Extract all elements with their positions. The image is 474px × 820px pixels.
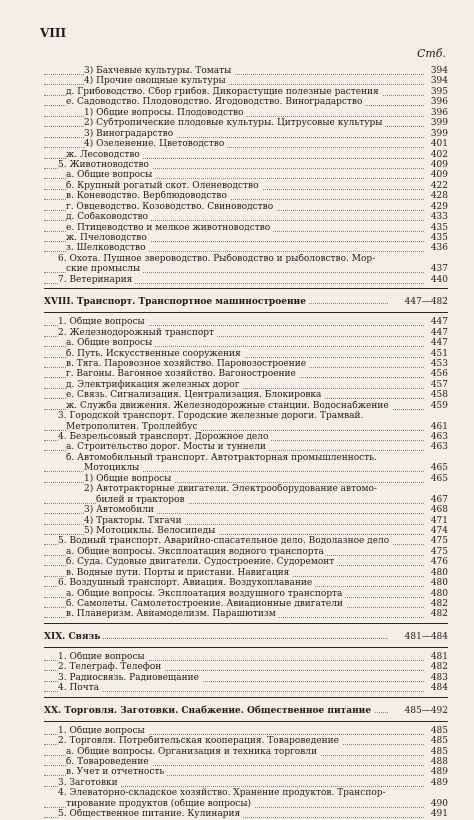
toc-entry <box>44 233 448 243</box>
section-rule <box>44 721 448 722</box>
toc-entry <box>44 76 448 86</box>
toc-entry <box>44 683 448 693</box>
toc-entry <box>44 767 448 777</box>
toc-entry <box>44 432 448 442</box>
entry-title: ж. Лесоводство <box>66 150 143 160</box>
toc-entry <box>44 726 448 736</box>
toc-entry <box>44 170 448 180</box>
page-number: VIII <box>40 26 67 40</box>
toc-entry <box>44 390 448 400</box>
toc-entry <box>44 747 448 757</box>
toc-entry <box>44 463 448 473</box>
entry-title: б. Самолеты. Самолетостроение. Авиационные двигатели <box>66 599 346 609</box>
entry-title: 1. Общие вопросы <box>58 317 148 327</box>
entry-page: 474 <box>424 526 448 536</box>
entry-page: 481—484 <box>388 630 448 644</box>
section-rule <box>44 647 448 648</box>
entry-page: 437 <box>424 264 448 274</box>
entry-title: б. Крупный рогатый скот. Оленеводство <box>66 181 262 191</box>
toc-entry <box>44 401 448 411</box>
entry-page: 475 <box>424 547 448 557</box>
toc-entry <box>44 202 448 212</box>
entry-page: 491 <box>424 809 448 819</box>
entry-title: д. Грибоводство. Сбор грибов. Дикорастущие полезные растения <box>66 87 382 97</box>
entry-title: 1) Общие вопросы <box>84 474 174 484</box>
toc-entry <box>44 150 448 160</box>
entry-title: XX. Торговля. Заготовки. Снабжение. Общественное питание <box>44 704 374 718</box>
toc-entry <box>44 788 448 798</box>
section-rule <box>44 697 448 698</box>
entry-title: г. Овцеводство. Козоводство. Свиноводство <box>66 202 276 212</box>
entry-page: 465 <box>424 474 448 484</box>
toc-entry <box>44 359 448 369</box>
entry-title: Метрополитен. Троллейбус <box>66 422 201 432</box>
entry-title: 2. Торговля. Потребительская кооперация. Товароведение <box>58 736 342 746</box>
toc-entry <box>44 243 448 253</box>
entry-title: 1) Общие вопросы. Плодоводство <box>84 108 247 118</box>
entry-page: 463 <box>424 442 448 452</box>
section-rule <box>44 288 448 289</box>
entry-page: 451 <box>424 349 448 359</box>
entry-title: б. Путь. Искусственные сооружения <box>66 349 244 359</box>
entry-title: з. Шелководство <box>66 243 149 253</box>
entry-page: 395 <box>424 87 448 97</box>
section-heading <box>44 704 448 718</box>
entry-page: 476 <box>424 557 448 567</box>
entry-title: 3. Заготовки <box>58 778 121 788</box>
entry-page: 485 <box>424 747 448 757</box>
entry-page: 394 <box>424 66 448 76</box>
entry-page: 440 <box>424 275 448 285</box>
toc-entry <box>44 453 448 463</box>
entry-title: 3. Городской транспорт. Городские железные дороги. Трамвай. <box>58 411 366 421</box>
section-heading <box>44 630 448 644</box>
entry-title: в. Тяга. Паровозное хозяйство. Паровозостроение <box>66 359 309 369</box>
entry-title: тирование продуктов (общие вопросы) <box>66 799 254 809</box>
entry-page: 490 <box>424 799 448 809</box>
entry-title: д. Собаководство <box>66 212 151 222</box>
entry-title: 5. Животноводство <box>58 160 152 170</box>
toc-entry <box>44 652 448 662</box>
entry-page: 457 <box>424 380 448 390</box>
toc-entry <box>44 547 448 557</box>
entry-page: 482 <box>424 599 448 609</box>
entry-title: в. Учет и отчетность <box>66 767 167 777</box>
entry-title: 4. Элеваторно-складское хозяйство. Хранение продуктов. Транспор- <box>58 788 389 798</box>
toc-entry <box>44 578 448 588</box>
entry-title: 4) Прочие овощные культуры <box>84 76 229 86</box>
entry-title: 4. Безрельсовый транспорт. Дорожное дело <box>58 432 271 442</box>
entry-title: е. Садоводство. Плодоводство. Ягодоводство. Виноградарство <box>66 97 365 107</box>
entry-title: б. Автомобильный транспорт. Автотракторная промышленность. <box>66 453 380 463</box>
toc-entry <box>44 108 448 118</box>
entry-title: д. Электрификация железных дорог <box>66 380 242 390</box>
toc-entry <box>44 809 448 819</box>
entry-page: 394 <box>424 76 448 86</box>
section-rule <box>44 623 448 624</box>
entry-page: 461 <box>424 422 448 432</box>
toc-entry <box>44 66 448 76</box>
toc-entry <box>44 212 448 222</box>
toc-entry <box>44 662 448 672</box>
entry-page: 480 <box>424 568 448 578</box>
entry-title: а. Строительство дорог. Мосты и туннели <box>66 442 269 452</box>
toc-entry <box>44 599 448 609</box>
entry-page: 482 <box>424 662 448 672</box>
entry-page: 488 <box>424 757 448 767</box>
toc-entry <box>44 505 448 515</box>
entry-title: 2) Субтропические плодовые культуры. Цитрусовые культуры <box>84 118 385 128</box>
entry-page: 485 <box>424 726 448 736</box>
toc-entry <box>44 223 448 233</box>
entry-page: 401 <box>424 139 448 149</box>
toc-entry <box>44 568 448 578</box>
toc-entry <box>44 191 448 201</box>
entry-title: 6. Воздушный транспорт. Авиация. Воздухоплавание <box>58 578 315 588</box>
toc-entry <box>44 736 448 746</box>
toc-entry <box>44 275 448 285</box>
entry-page: 447—482 <box>388 295 448 309</box>
section-rule <box>44 312 448 313</box>
toc-entry <box>44 474 448 484</box>
toc-entry <box>44 778 448 788</box>
table-of-contents <box>44 66 448 820</box>
entry-page: 435 <box>424 223 448 233</box>
toc-entry <box>44 160 448 170</box>
entry-title: е. Связь. Сигнализация. Централизация. Блокировка <box>66 390 324 400</box>
entry-page: 459 <box>424 401 448 411</box>
entry-page: 399 <box>424 118 448 128</box>
entry-page: 402 <box>424 150 448 160</box>
entry-page: 471 <box>424 516 448 526</box>
entry-page: 409 <box>424 170 448 180</box>
entry-title: билей и тракторов <box>96 495 188 505</box>
toc-entry <box>44 181 448 191</box>
entry-page: 485 <box>424 736 448 746</box>
entry-page: 447 <box>424 317 448 327</box>
entry-page: 447 <box>424 338 448 348</box>
toc-entry <box>44 411 448 421</box>
toc-entry <box>44 799 448 809</box>
entry-title: а. Общие вопросы <box>66 338 155 348</box>
entry-title: 7. Ветеринария <box>58 275 135 285</box>
toc-entry <box>44 495 448 505</box>
entry-title: ские промыслы <box>66 264 143 274</box>
entry-title: 3) Автомобили <box>84 505 157 515</box>
toc-entry <box>44 422 448 432</box>
entry-title: 4) Озеленение. Цветоводство <box>84 139 227 149</box>
toc-entry <box>44 516 448 526</box>
toc-entry <box>44 328 448 338</box>
entry-title: 2. Железнодорожный транспорт <box>58 328 217 338</box>
entry-page: 484 <box>424 683 448 693</box>
entry-title: XVIII. Транспорт. Транспортное машиностроение <box>44 295 309 309</box>
entry-page: 467 <box>424 495 448 505</box>
entry-page: 475 <box>424 536 448 546</box>
entry-page: 481 <box>424 652 448 662</box>
toc-entry <box>44 526 448 536</box>
section-heading <box>44 295 448 309</box>
entry-title: ж. Пчеловодство <box>66 233 150 243</box>
entry-title: 5. Общественное питание. Кулинария <box>58 809 243 819</box>
entry-title: XIX. Связь <box>44 630 103 644</box>
toc-entry <box>44 442 448 452</box>
toc-entry <box>44 673 448 683</box>
toc-entry <box>44 369 448 379</box>
entry-title: е. Птицеводство и мелкое животноводство <box>66 223 273 233</box>
entry-page: 489 <box>424 778 448 788</box>
entry-title: 1. Общие вопросы <box>58 652 148 662</box>
toc-entry <box>44 87 448 97</box>
toc-entry <box>44 609 448 619</box>
entry-page: 489 <box>424 767 448 777</box>
entry-title: 6. Охота. Пушное звероводство. Рыбоводство и рыболовство. Мор- <box>58 254 378 264</box>
entry-page: 483 <box>424 673 448 683</box>
entry-title: а. Общие вопросы <box>66 170 155 180</box>
entry-page: 433 <box>424 212 448 222</box>
entry-page: 428 <box>424 191 448 201</box>
toc-entry <box>44 264 448 274</box>
toc-entry <box>44 254 448 264</box>
entry-title: а. Общие вопросы. Организация и техника торговли <box>66 747 320 757</box>
entry-title: 5) Мотоциклы. Велосипеды <box>84 526 218 536</box>
entry-page: 453 <box>424 359 448 369</box>
entry-page: 456 <box>424 369 448 379</box>
entry-page: 447 <box>424 328 448 338</box>
toc-entry <box>44 338 448 348</box>
toc-entry <box>44 757 448 767</box>
entry-title: ж. Служба движения. Железнодорожные станции. Водоснабжение <box>66 401 392 411</box>
entry-title: 2) Автотракторные двигатели. Электрооборудование автомо- <box>84 484 380 494</box>
entry-page: 485—492 <box>388 704 448 718</box>
entry-page: 465 <box>424 463 448 473</box>
entry-page: 409 <box>424 160 448 170</box>
entry-page: 458 <box>424 390 448 400</box>
toc-entry <box>44 484 448 494</box>
entry-page: 422 <box>424 181 448 191</box>
entry-title: в. Водные пути. Порты и пристани. Навигация <box>66 568 292 578</box>
entry-page: 480 <box>424 589 448 599</box>
entry-page: 480 <box>424 578 448 588</box>
toc-entry <box>44 380 448 390</box>
entry-page: 482 <box>424 609 448 619</box>
entry-page: 436 <box>424 243 448 253</box>
entry-page: 396 <box>424 97 448 107</box>
entry-page: 435 <box>424 233 448 243</box>
entry-title: а. Общие вопросы. Эксплоатация воздушного транспорта <box>66 589 345 599</box>
entry-page: 468 <box>424 505 448 515</box>
entry-title: 2. Телеграф. Телефон <box>58 662 164 672</box>
entry-title: 1. Общие вопросы <box>58 726 148 736</box>
entry-title: в. Планеризм. Авиамоделизм. Парашютизм <box>66 609 279 619</box>
entry-title: 3) Виноградарство <box>84 129 176 139</box>
toc-entry <box>44 97 448 107</box>
entry-page: 399 <box>424 129 448 139</box>
entry-title: 4. Почта <box>58 683 102 693</box>
entry-title: г. Вагоны. Вагонное хозяйство. Вагоностроение <box>66 369 299 379</box>
entry-title: 3. Радиосвязь. Радиовещание <box>58 673 202 683</box>
toc-entry <box>44 118 448 128</box>
entry-title: 5. Водный транспорт. Аварийно-спасательное дело. Водолазное дело <box>58 536 392 546</box>
entry-title: а. Общие вопросы. Эксплоатация водного транспорта <box>66 547 327 557</box>
column-label: Стб. <box>416 47 446 60</box>
entry-page: 463 <box>424 432 448 442</box>
entry-title: 4) Тракторы. Тягачи <box>84 516 185 526</box>
entry-page: 429 <box>424 202 448 212</box>
toc-entry <box>44 589 448 599</box>
entry-title: б. Товароведение <box>66 757 152 767</box>
toc-entry <box>44 536 448 546</box>
entry-page: 396 <box>424 108 448 118</box>
entry-title: в. Коневодство. Верблюдоводство <box>66 191 230 201</box>
toc-entry <box>44 317 448 327</box>
toc-entry <box>44 557 448 567</box>
toc-entry <box>44 129 448 139</box>
entry-title: Мотоциклы <box>84 463 142 473</box>
toc-entry <box>44 349 448 359</box>
toc-entry <box>44 139 448 149</box>
entry-title: 3) Бахчевые культуры. Томаты <box>84 66 234 76</box>
entry-title: б. Суда. Судовые двигатели. Судостроение. Судоремонт <box>66 557 337 567</box>
